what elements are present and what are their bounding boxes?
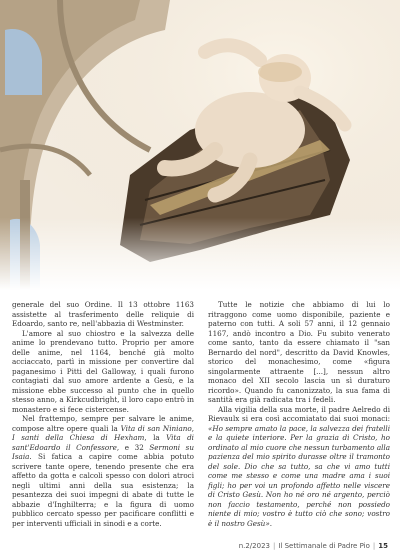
paragraph: Tutte le notizie che abbiamo di lui lo ritraggono come uomo disponibile, paziente e paterno con tutti. A soli 57 anni, il 12 gennaio 1167, andò incontro a Dio. Fu subito venerato come santo, tanto da essere chiamato il "san Bernardo del nord", descritto da David Knowles, storico del monachesimo, come «figura singolarmente attraente [...], nessun altro monaco del XII secolo lascia un sì duraturo ricordo». Quando fu canonizzato, la sua fama di santità era già radicata tra i fedeli.: [208, 300, 390, 404]
column-right: [208, 300, 390, 532]
paragraph: generale del suo Ordine. Il 13 ottobre 1163 assistette al trasferimento delle reliquie di Edoardo, santo re, nell'abbazia di Westminster.: [12, 300, 194, 328]
paragraph: Alla vigilia della sua morte, il padre Aelredo di Rievaulx si era così accomiatato dai suoi monaci: «Ho sempre amato la pace, la salvezza dei fratelli e la quiete interiore. Per la grazia di Cristo, ho ordinato al mio cuore che nessun turbamento alla pazienza del mio spirito durasse oltre il tramonto del sole. Dio che sa tutto, sa che vi amo tutti come me stesso e come una madre ama i suoi figli; ho per voi un profondo affetto nelle viscere di Cristo Gesù. Non ho né oro né argento, perciò non faccio testamento, perché non possiedo niente di mio; vostro è tutto ciò che sono; vostro è il nostro Gesù».: [208, 404, 390, 528]
quote: «Ho sempre amato la pace, la salvezza dei fratelli e la quiete interiore. Per la grazia di Cristo, ho ordinato al mio cuore che nessun turbamento alla pazienza del mio spirito durasse oltre il tramonto del sole. Dio che sa tutto, sa che vi amo tutti come me stesso e come una madre ama i suoi figli; ho per voi un profondo affetto nelle viscere di Cristo Gesù. Non ho né oro né argento, perciò non faccio testamento, perché non possiedo niente di mio; vostro è tutto ciò che sono; vostro è il nostro Gesù»: [208, 423, 390, 528]
paragraph: Nel frattempo, sempre per salvare le anime, compose altre opere quali la Vita di san Niniano, I santi della Chiesa di Hexham, la Vita di sant'Edoardo il Confessore, e 32 Sermoni su Isaia. Si fatica a capire come abbia potuto scrivere tante opere, tenendo presente che era affetto da gotta e calcoli spesso con dolori atroci negli ultimi anni della sua esistenza; la pesantezza dei suoi impegni di abate di tutte le abbazie d'Inghilterra; e la figura di uomo pubblico cercato spesso per pacificare conflitti e per interventi ufficiali in sinodi e a corte.: [12, 414, 194, 528]
book-title: Vita di san Niniano: [120, 423, 192, 433]
article-body: [12, 300, 390, 532]
book-title: Vita di sant'Edoardo il Confessore: [12, 433, 194, 452]
book-title: I santi della Chiesa di Hexham: [12, 433, 145, 442]
issue-number: n.2/2023: [238, 542, 270, 550]
publication-name: Il Settimanale di Padre Pio: [278, 542, 370, 550]
book-title: Sermoni su Isaia: [12, 442, 194, 461]
page-number: 15: [378, 542, 388, 550]
page-footer: n.2/2023 | Il Settimanale di Padre Pio | 15: [238, 542, 388, 550]
column-left: [12, 300, 194, 532]
paragraph: L'amore al suo chiostro e la salvezza delle anime lo prendevano tutto. Proprio per amore delle anime, nel 1164, benché già molto acciaccato, partì in missione per convertire dal paganesimo i Pitti del Galloway, i quali furono contagiati dal suo amore ardente a Gesù, e la missione ebbe successo al punto che in quello stesso anno, a Kirkcudbright, il loro capo entrò in monastero e si fece cistercense.: [12, 328, 194, 414]
